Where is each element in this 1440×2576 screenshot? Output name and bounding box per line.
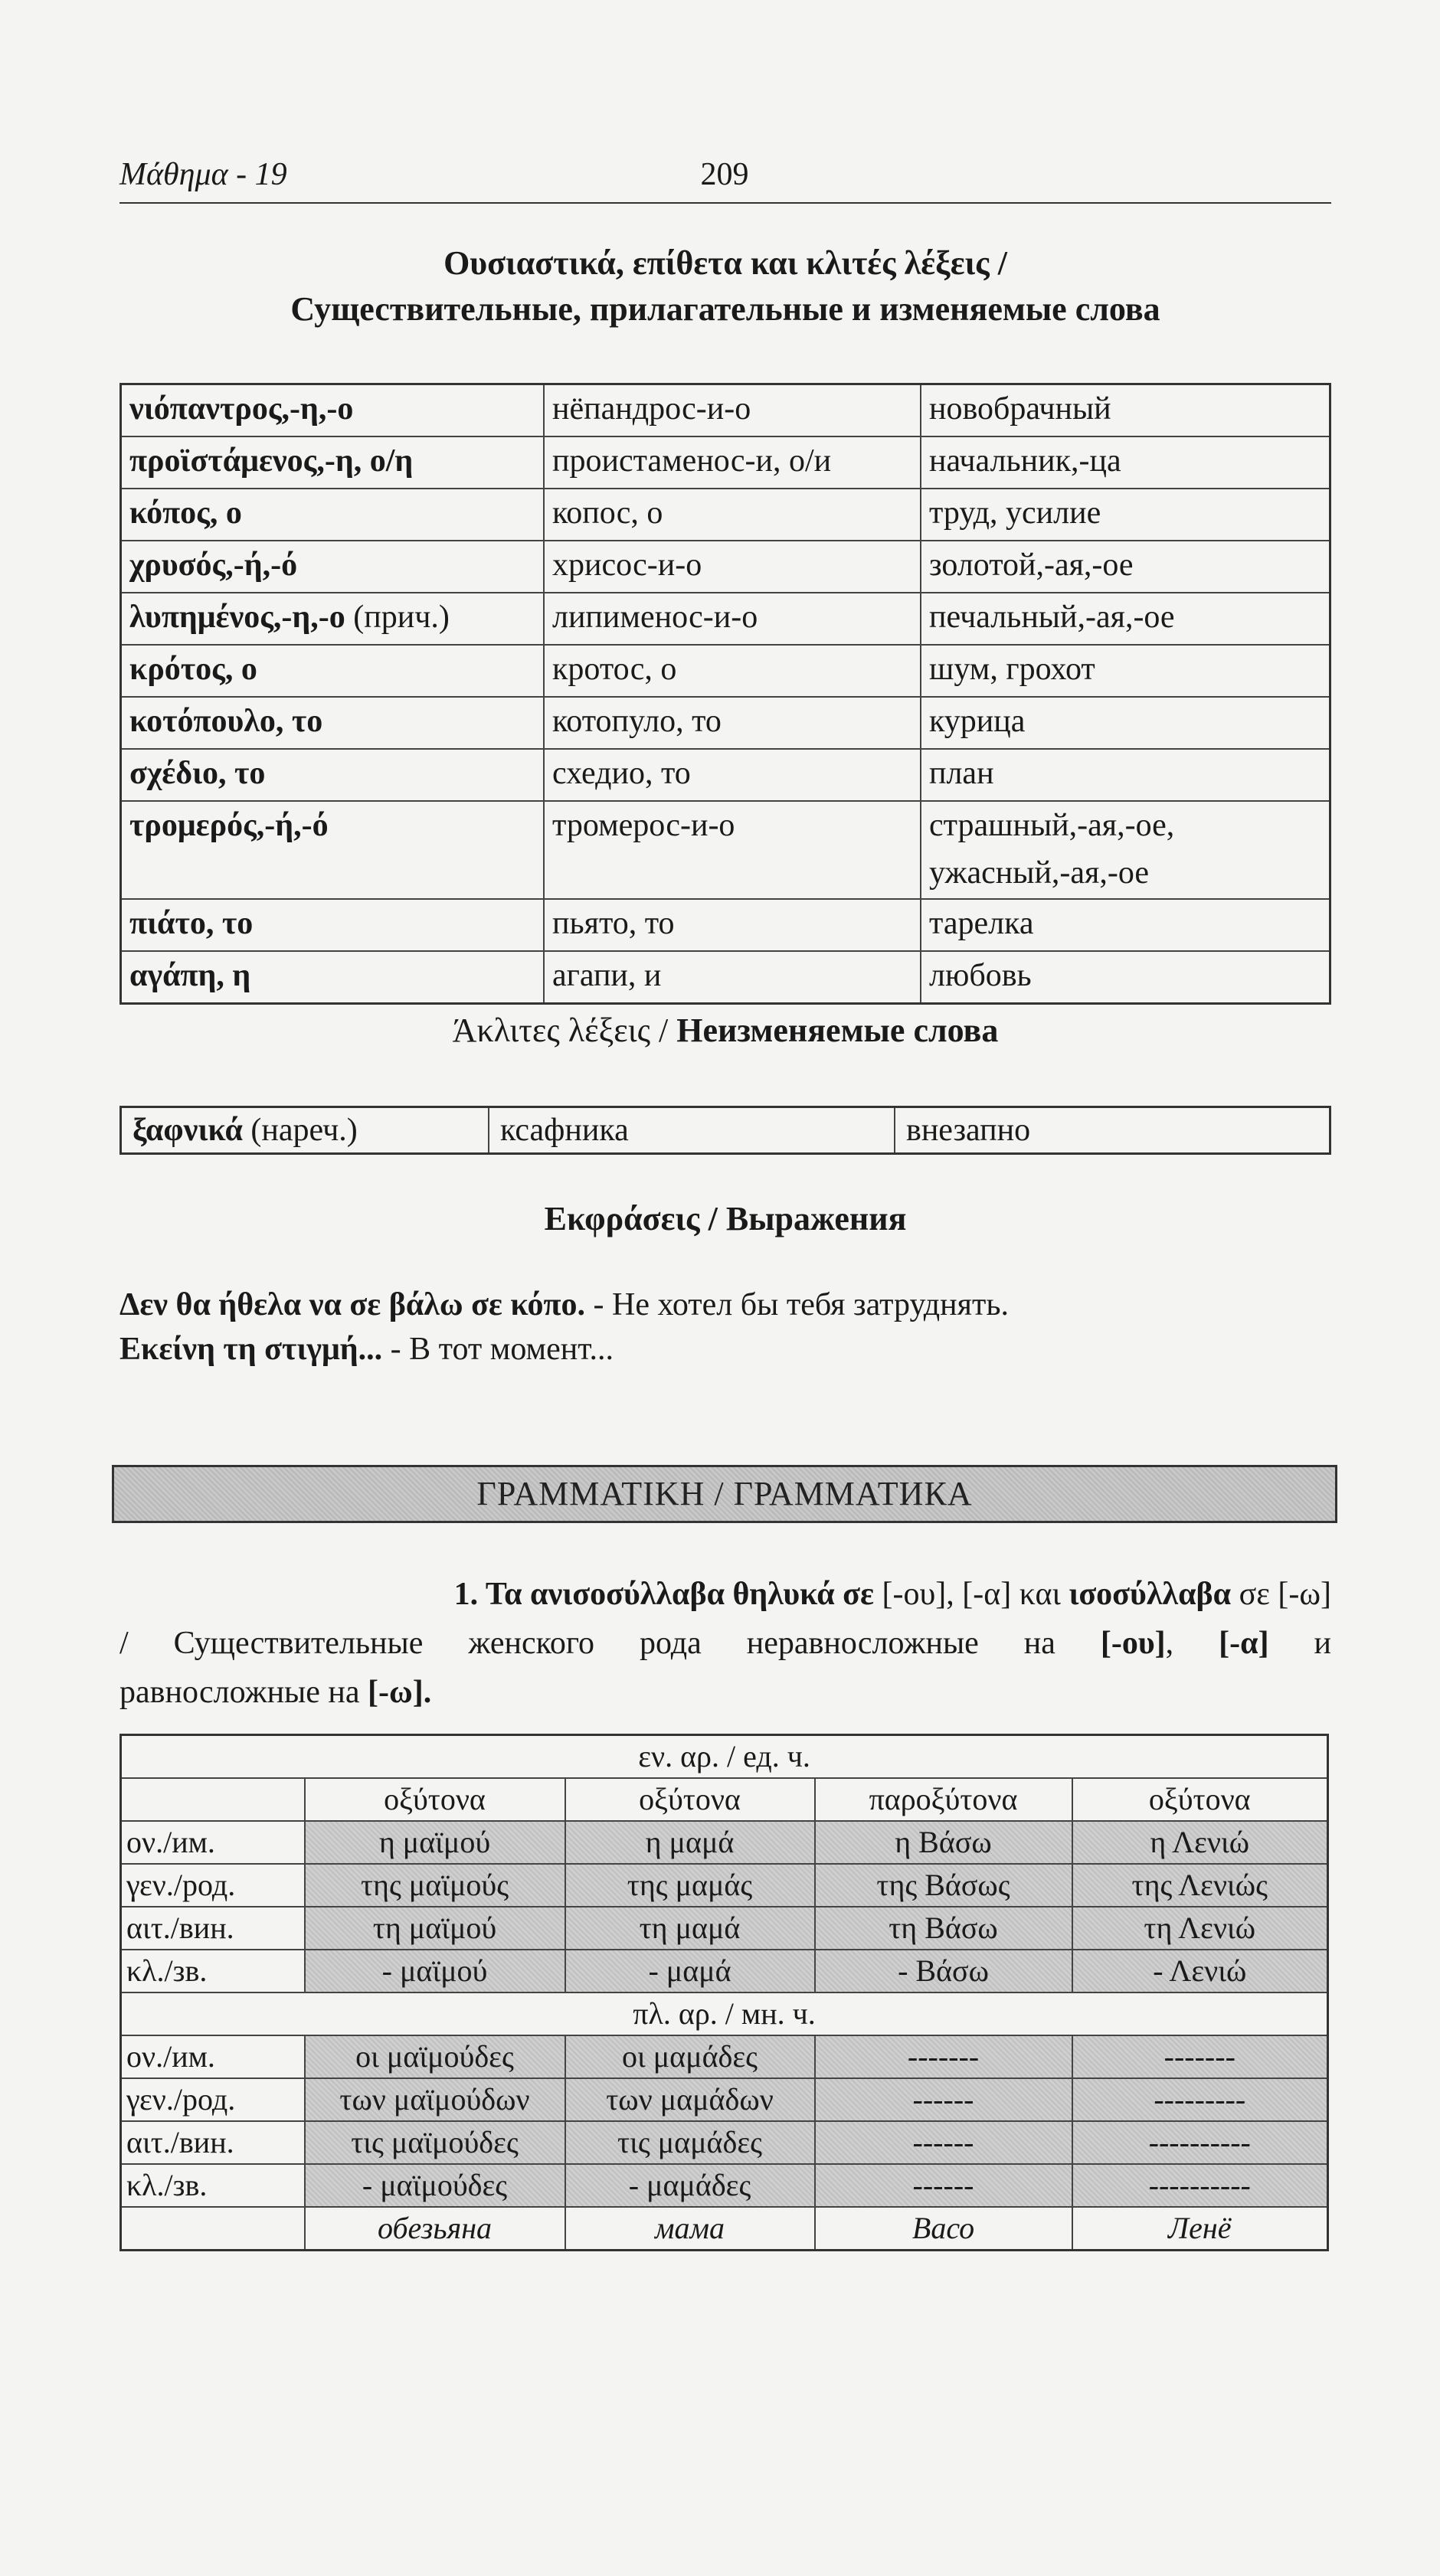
vocab-greek: σχέδιο, το: [121, 749, 545, 801]
vocab-row: [121, 951, 1330, 1004]
form-cell: ------: [815, 2164, 1072, 2207]
vocab-greek-cell: [121, 593, 545, 645]
form-cell: τη Λενιώ: [1072, 1907, 1328, 1950]
vocab-translation-alt: ужасный,-ая,-ое: [929, 855, 1150, 891]
case-row: [121, 1907, 1328, 1950]
form-cell: της Λενιώς: [1072, 1864, 1328, 1907]
indeclinable-row: [121, 1107, 1330, 1154]
form-cell: - μαϊμούδες: [305, 2164, 565, 2207]
indeclinable-title-russian: Неизменяемые слова: [676, 1012, 999, 1049]
translation-row: [121, 2207, 1328, 2251]
case-row: [121, 2164, 1328, 2207]
expressions-title: Εκφράσεις / Выражения: [544, 1200, 907, 1237]
form-cell: οι μαϊμούδες: [305, 2035, 565, 2078]
form-cell: ---------: [1072, 2078, 1328, 2121]
case-row: [121, 2035, 1328, 2078]
indeclinable-greek-cell: [121, 1107, 489, 1154]
vocab-greek: τρομερός,-ή,-ό: [121, 801, 545, 899]
ending-o: [-ω]: [1278, 1577, 1331, 1612]
vocab-translation: золотой,-ая,-ое: [921, 541, 1330, 593]
ru-ending-ou: [-ου]: [1100, 1626, 1166, 1661]
vocab-greek: πιάτο, το: [121, 899, 545, 951]
vocab-transliteration: липименос-и-о: [544, 593, 921, 645]
vocab-translation: труд, усилие: [921, 489, 1330, 541]
page-number: 209: [700, 157, 749, 192]
form-cell: τη μαϊμού: [305, 1907, 565, 1950]
vocab-transliteration: кротос, о: [544, 645, 921, 697]
form-cell: - μαμάδες: [565, 2164, 815, 2207]
vocab-grammar-note: (прич.): [353, 600, 450, 635]
vocab-greek: χρυσός,-ή,-ό: [121, 541, 545, 593]
lesson-label: Μάθημα - 19: [119, 157, 287, 192]
case-label: κλ./зв.: [121, 1950, 305, 1992]
comma: ,: [1165, 1626, 1174, 1661]
form-cell: τις μαμάδες: [565, 2121, 815, 2164]
form-cell: της μαμάς: [565, 1864, 815, 1907]
word-kai: και: [1019, 1577, 1061, 1612]
form-cell: των μαμάδων: [565, 2078, 815, 2121]
accent-header: οξύτονα: [305, 1778, 565, 1821]
form-cell: της μαϊμούς: [305, 1864, 565, 1907]
indeclinable-title-greek: Άκλιτες λέξεις /: [452, 1012, 669, 1049]
plural-header-row: [121, 1992, 1328, 2035]
form-cell: η Βάσω: [815, 1821, 1072, 1864]
page-header: [119, 153, 1331, 204]
ru-ending-o: [-ω].: [368, 1675, 432, 1710]
form-cell: της Βάσως: [815, 1864, 1072, 1907]
vocab-translation: страшный,-ая,-ое,: [929, 808, 1175, 843]
case-label: γεν./род.: [121, 1864, 305, 1907]
ending-a: [-α]: [962, 1577, 1012, 1612]
section-1-line-3: [119, 1668, 1331, 1717]
vocab-greek: νιόπαντρος,-η,-ο: [121, 384, 545, 437]
case-label: ον./им.: [121, 1821, 305, 1864]
vocab-row: [121, 645, 1330, 697]
vocab-transliteration: котопуло, то: [544, 697, 921, 749]
vocab-translation-cell: [921, 801, 1330, 899]
form-cell: ------: [815, 2121, 1072, 2164]
plural-header: πλ. αρ. / мн. ч.: [121, 1992, 1328, 2035]
case-row: [121, 1821, 1328, 1864]
vocab-greek: λυπημένος,-η,-ο: [129, 600, 345, 635]
vocab-greek: κόπος, ο: [121, 489, 545, 541]
vocab-translation: любовь: [921, 951, 1330, 1004]
form-cell: τις μαϊμούδες: [305, 2121, 565, 2164]
grammar-heading-band: ΓΡΑΜΜΑΤΙΚΗ / ГРАММАТИКА: [112, 1465, 1337, 1523]
expression-russian: - В тот момент...: [382, 1332, 614, 1367]
form-cell: των μαϊμούδων: [305, 2078, 565, 2121]
comma: ,: [946, 1577, 954, 1612]
accent-header: οξύτονα: [565, 1778, 815, 1821]
case-row: [121, 1864, 1328, 1907]
vocab-translation: план: [921, 749, 1330, 801]
expression-line: [119, 1328, 1345, 1371]
vocab-translation: шум, грохот: [921, 645, 1330, 697]
vocab-row: [121, 436, 1330, 489]
vocab-greek: κρότος, ο: [121, 645, 545, 697]
vocab-translation: начальник,-ца: [921, 436, 1330, 489]
form-cell: -------: [1072, 2035, 1328, 2078]
vocab-greek: κοτόπουλο, το: [121, 697, 545, 749]
case-label: γεν./род.: [121, 2078, 305, 2121]
empty-cell: [121, 2207, 305, 2251]
translation-cell: обезьяна: [305, 2207, 565, 2251]
vocab-row: [121, 801, 1330, 899]
form-cell: - μαϊμού: [305, 1950, 565, 1992]
section-1-line-2: [119, 1619, 1331, 1668]
vocab-row: [121, 384, 1330, 437]
form-cell: η μαμά: [565, 1821, 815, 1864]
vocab-transliteration: схедио, то: [544, 749, 921, 801]
case-row: [121, 2121, 1328, 2164]
form-cell: ------: [815, 2078, 1072, 2121]
indeclinable-grammar-note: (нареч.): [250, 1113, 358, 1148]
case-label: αιτ./вин.: [121, 2121, 305, 2164]
word-iso: ισοσύλλαβα: [1069, 1577, 1232, 1612]
form-cell: τη Βάσω: [815, 1907, 1072, 1950]
vocab-row: [121, 541, 1330, 593]
vocab-transliteration: копос, о: [544, 489, 921, 541]
indeclinable-table: [119, 1106, 1331, 1155]
case-label: αιτ./вин.: [121, 1907, 305, 1950]
form-cell: τη μαμά: [565, 1907, 815, 1950]
section-1-russian: / Существительные женского рода неравносложные на: [119, 1626, 1055, 1661]
vocab-greek: προϊστάμενος,-η, ο/η: [121, 436, 545, 489]
vocab-row: [121, 899, 1330, 951]
expression-russian: - Не хотел бы тебя затруднять.: [585, 1287, 1009, 1322]
form-cell: οι μαμάδες: [565, 2035, 815, 2078]
ru-and: и: [1314, 1626, 1332, 1661]
ru-ending-a: [-α]: [1219, 1626, 1269, 1661]
vocab-translation: курица: [921, 697, 1330, 749]
ending-ou: [-ου]: [882, 1577, 947, 1612]
empty-cell: [121, 1778, 305, 1821]
case-row: [121, 1950, 1328, 1992]
form-cell: η μαϊμού: [305, 1821, 565, 1864]
vocab-translation: печальный,-ая,-ое: [921, 593, 1330, 645]
translation-cell: Васо: [815, 2207, 1072, 2251]
section-1-lead: 1. Τα ανισοσύλλαβα θηλυκά σε: [453, 1577, 874, 1612]
case-label: κλ./зв.: [121, 2164, 305, 2207]
word-se: σε: [1239, 1577, 1270, 1612]
vocab-title-greek: Ουσιαστικά, επίθετα και κλιτές λέξεις /: [443, 244, 1007, 282]
form-cell: ----------: [1072, 2164, 1328, 2207]
form-cell: - Βάσω: [815, 1950, 1072, 1992]
form-cell: η Λενιώ: [1072, 1821, 1328, 1864]
section-1-heading: [119, 1570, 1331, 1717]
vocab-row: [121, 593, 1330, 645]
vocab-transliteration: агапи, и: [544, 951, 921, 1004]
vocab-row: [121, 749, 1330, 801]
case-label: ον./им.: [121, 2035, 305, 2078]
singular-header-row: [121, 1735, 1328, 1779]
expression-greek: Δεν θα ήθελα να σε βάλω σε κόπο.: [119, 1287, 585, 1322]
vocab-title-russian: Существительные, прилагательные и изменяемые слова: [290, 290, 1160, 328]
declension-table: [119, 1734, 1329, 2251]
singular-header: εν. αρ. / ед. ч.: [121, 1735, 1328, 1779]
indeclinable-translation: внезапно: [895, 1107, 1330, 1154]
case-row: [121, 2078, 1328, 2121]
vocab-translation: тарелка: [921, 899, 1330, 951]
expression-line: [119, 1283, 1345, 1326]
indeclinable-transliteration: ксафника: [489, 1107, 895, 1154]
section-1-line-1: [119, 1570, 1331, 1619]
translation-cell: мама: [565, 2207, 815, 2251]
vocab-transliteration: хрисос-и-о: [544, 541, 921, 593]
accent-header-row: [121, 1778, 1328, 1821]
vocabulary-table: [119, 383, 1331, 1005]
vocab-translation: новобрачный: [921, 384, 1330, 437]
vocab-transliteration: тромерос-и-о: [544, 801, 921, 899]
vocab-transliteration: пьято, то: [544, 899, 921, 951]
translation-cell: Ленё: [1072, 2207, 1328, 2251]
section-1-russian-2: равносложные на: [119, 1675, 360, 1710]
indeclinable-greek: ξαφνικά: [133, 1113, 243, 1148]
form-cell: -------: [815, 2035, 1072, 2078]
accent-header: παροξύτονα: [815, 1778, 1072, 1821]
vocab-transliteration: проистаменос-и, о/и: [544, 436, 921, 489]
expression-greek: Εκείνη τη στιγμή...: [119, 1332, 383, 1367]
indeclinable-title: [119, 1011, 1331, 1050]
vocab-row: [121, 489, 1330, 541]
form-cell: - μαμά: [565, 1950, 815, 1992]
vocab-row: [121, 697, 1330, 749]
vocab-greek: αγάπη, η: [121, 951, 545, 1004]
form-cell: ----------: [1072, 2121, 1328, 2164]
form-cell: - Λενιώ: [1072, 1950, 1328, 1992]
vocab-transliteration: нёпандрос-и-о: [544, 384, 921, 437]
accent-header: οξύτονα: [1072, 1778, 1328, 1821]
